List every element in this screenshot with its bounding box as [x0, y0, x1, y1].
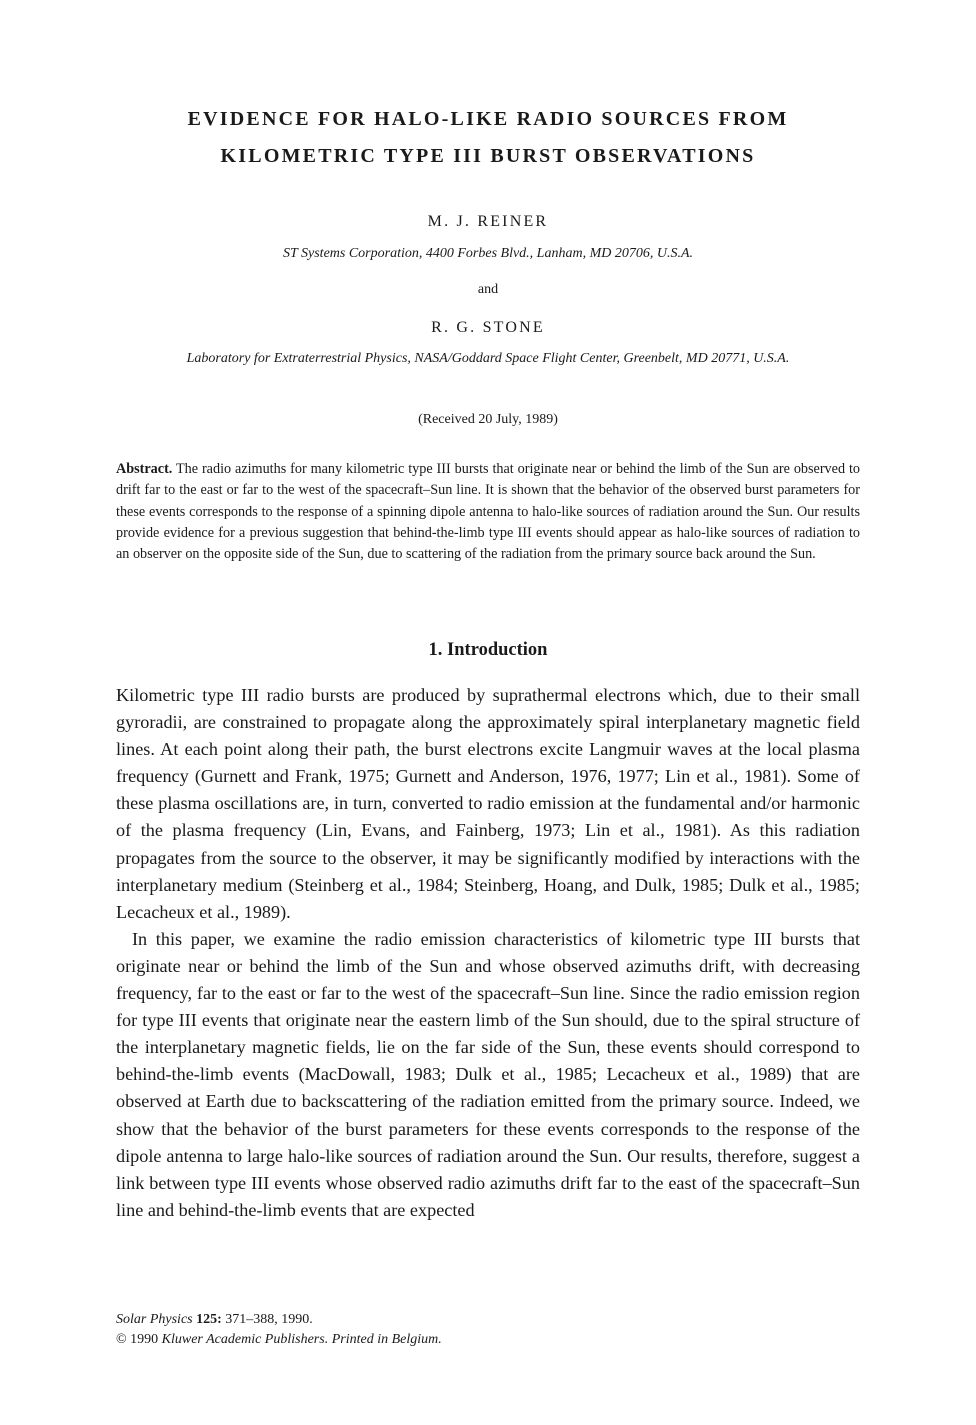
publisher: Kluwer Academic Publishers. Printed in Belgium.	[161, 1332, 442, 1347]
paragraph-1: Kilometric type III radio bursts are produced by suprathermal electrons which, due to their small gyroradii, are constrained to propagate along the approximately spiral interplanetary magnetic field lines. At each point along their path, the burst electrons excite Langmuir waves at the local plasma frequency (Gurnett and Frank, 1975; Gurnett and Anderson, 1976, 1977; Lin et al., 1981). Some of these plasma oscillations are, in turn, converted to radio emission at the fundamental and/or harmonic of the plasma frequency (Lin, Evans, and Fainberg, 1973; Lin et al., 1981). As this radiation propagates from the source to the observer, it may be significantly modified by interactions with the interplanetary medium (Steinberg et al., 1984; Steinberg, Hoang, and Dulk, 1985; Dulk et al., 1985; Lecacheux et al., 1989).	[116, 685, 860, 922]
author-conjunction: and	[477, 282, 499, 297]
affiliation-2: Laboratory for Extraterrestrial Physics, NASA/Goddard Space Flight Center, Greenbelt, MD 20771, U.S.A.	[186, 351, 790, 366]
copyright-year: © 1990	[116, 1332, 159, 1347]
journal-volume: 125:	[196, 1312, 222, 1327]
paper-title-line-2: KILOMETRIC TYPE III BURST OBSERVATIONS	[220, 145, 756, 167]
author-2: R. G. STONE	[431, 319, 545, 336]
body-text	[116, 682, 860, 1224]
author-1: M. J. REINER	[427, 213, 549, 230]
received-date: (Received 20 July, 1989)	[418, 412, 558, 427]
copyright-line	[116, 1330, 442, 1350]
paper-title-line-1: EVIDENCE FOR HALO-LIKE RADIO SOURCES FROM	[187, 108, 789, 130]
footer	[116, 1310, 442, 1350]
journal-citation	[116, 1310, 442, 1330]
paragraph-2: In this paper, we examine the radio emission characteristics of kilometric type III bursts that originate near or behind the limb of the Sun and whose observed azimuths drift, with decreasing frequency, far to the east or far to the west of the spacecraft–Sun line. Since the radio emission region for type III events that originate near the eastern limb of the Sun should, due to the spiral structure of the interplanetary magnetic fields, lie on the far side of the Sun, these events should correspond to behind-the-limb events (MacDowall, 1983; Dulk et al., 1985; Lecacheux et al., 1989) that are observed at Earth due to backscattering of the radiation emitted from the primary source. Indeed, we show that the behavior of the burst parameters for these events corresponds to the response of the dipole antenna to large halo-like sources of radiation around the Sun. Our results, therefore, suggest a link between type III events whose observed radio azimuths drift far to the east of the spacecraft–Sun line and behind-the-limb events that are expected	[116, 928, 860, 1220]
section-heading: 1. Introduction	[428, 640, 548, 660]
affiliation-1: ST Systems Corporation, 4400 Forbes Blvd., Lanham, MD 20706, U.S.A.	[282, 246, 694, 261]
abstract	[116, 459, 860, 565]
journal-pages: 371–388, 1990.	[225, 1312, 313, 1327]
abstract-label: Abstract.	[116, 461, 173, 477]
abstract-text: The radio azimuths for many kilometric type III bursts that originate near or behind the limb of the Sun are observed to drift far to the east or far to the west of the spacecraft–Sun line. It is shown that the behavior of the observed burst parameters for these events corresponds to the response of a spinning dipole antenna to halo-like sources of radiation around the Sun. Our results provide evidence for a previous suggestion that behind-the-limb type III events should appear as halo-like sources of radiation to an observer on the opposite side of the Sun, due to scattering of the radiation from the primary source back around the Sun.	[116, 461, 860, 563]
journal-name: Solar Physics	[116, 1312, 193, 1327]
